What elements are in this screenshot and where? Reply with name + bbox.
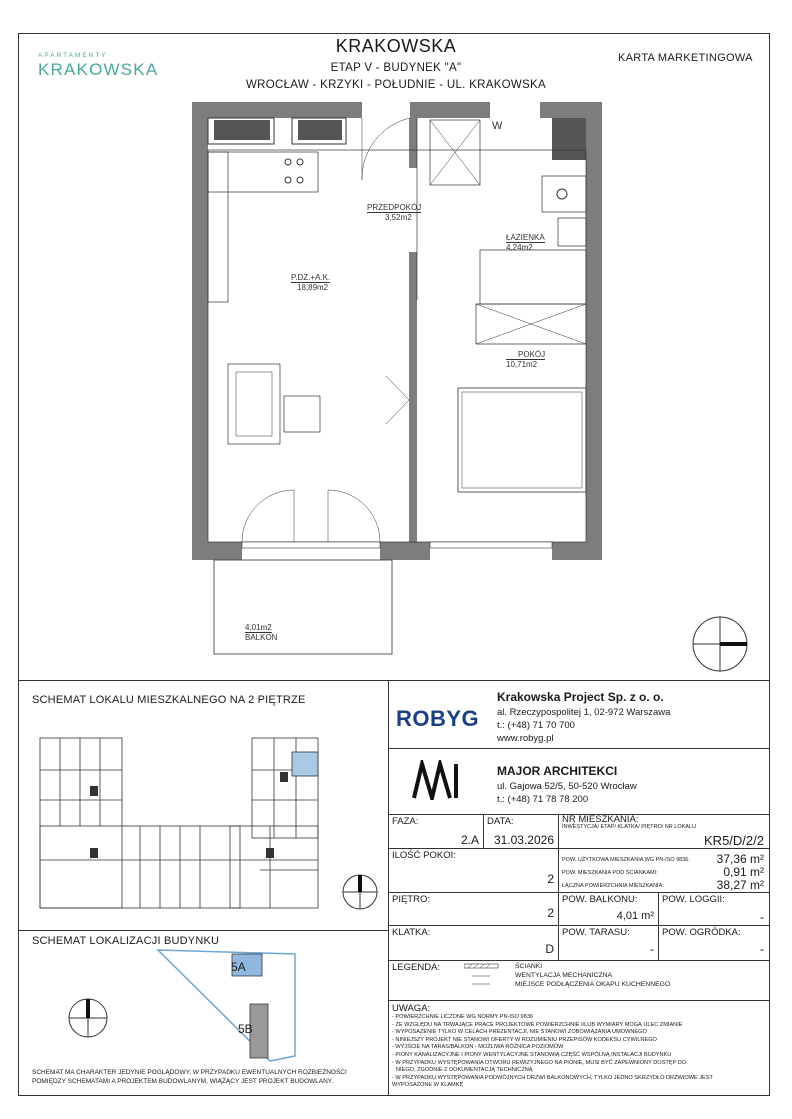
loggia-label: POW. LOGGII: [662, 894, 725, 905]
legend-title: LEGENDA: [392, 962, 441, 973]
legend-symbols [464, 963, 504, 993]
page-subtitle: ETAP V - BUDYNEK "A" [330, 62, 462, 74]
notes-title: UWAGA: [392, 1003, 431, 1014]
developer-web[interactable]: www.robyg.pl [497, 733, 554, 744]
robyg-logo: ROBYG [396, 706, 480, 731]
balkon-value: 4,01 m² [616, 910, 654, 922]
schema-disclaimer: SCHEMAT MA CHARAKTER JEDYNIE POGLĄDOWY, W PRZYPADKU EWENTUALNYCH ROZBIEŻNOŚCI POMIĘDZY SCHEMATAMI A PROJEKTEM BUDOWLANYM, WIĄŻĄCY JEST PROJEKT BUDOWLANY. [32, 1069, 347, 1085]
page-title: KRAKOWSKA [335, 36, 457, 56]
note-item: NIEGO, ZGODNIE Z DOKUMENTACJĄ TECHNICZNĄ [396, 1067, 533, 1074]
room-label-living: P.DZ.+A.K. 18,89m2 [291, 273, 331, 292]
faza-value: 2.A [460, 833, 479, 847]
note-item: - NINIEJSZY PROJEKT NIE STANOWI OFERTY W ROZUMIENIU PRZEPISÓW KODEKSU CYWILNEGO [392, 1036, 657, 1043]
compass-small-icon [340, 872, 380, 912]
architect-name: MAJOR ARCHITEKCI [497, 764, 618, 778]
note-item: - W PRZYPADKU WYSTĘPOWANIA OTWORU REWIZYJNEGO NA PIONIE, MUSI BYĆ ZAPEWNIONY DOSTĘP DO [392, 1059, 687, 1066]
faza-label: FAZA: [392, 816, 419, 827]
divider [18, 930, 388, 931]
divider-vertical [388, 680, 389, 1096]
note-item: WYPOSAŻONE W KLAMKĘ [392, 1082, 464, 1089]
pokoi-value: 2 [547, 872, 554, 886]
divider [388, 1000, 770, 1001]
divider [483, 814, 484, 848]
location-schema [150, 946, 310, 1066]
room-label-hall: PRZEDPOKÓJ 3,52m2 [367, 203, 422, 222]
divider [388, 748, 770, 749]
building-a-label: 5A [231, 960, 246, 974]
legend-item-vent: WENTYLACJA MECHANICZNA [515, 972, 613, 979]
nr-value: KR5/D/2/2 [704, 833, 764, 848]
legend-item-hood: MIEJSCE PODŁĄCZENIA OKAPU KUCHENNEGO [515, 981, 671, 988]
room-label-bedroom: POKÓJ 10,71m2 [506, 350, 546, 369]
architect-address: ul. Gajowa 52/5, 50-520 Wrocław [497, 781, 637, 792]
pokoi-label: ILOŚĆ POKOI: [392, 850, 456, 861]
vent-label: W [492, 120, 503, 132]
compass-location-icon [66, 996, 110, 1040]
klatka-value: D [545, 942, 554, 956]
pow-laczna-label: ŁĄCZNA POWIERZCHNIA MIESZKANIA: [562, 883, 664, 889]
pow-laczna-value: 38,27 m² [716, 878, 764, 892]
developer-address: al. Rzeczypospolitej 1, 02-972 Warszawa [497, 707, 671, 718]
building-b-label: 5B [238, 1022, 253, 1036]
divider [388, 960, 770, 961]
pietro-value: 2 [547, 906, 554, 920]
taras-value: - [650, 942, 654, 956]
page-location: WROCŁAW - KRZYKI - POŁUDNIE - UL. KRAKOWSKA [245, 79, 546, 91]
note-item: - PIONY KANALIZACYJNE I PIONY WENTYLACYJNE STANOWIĄ CZĘŚĆ WSPÓLNĄ INSTALACJI BUDYNKU [392, 1051, 672, 1058]
ogrodek-label: POW. OGRÓDKA: [662, 927, 741, 938]
pow-scianki-value: 0,91 m² [723, 865, 764, 879]
ogrodek-value: - [760, 942, 764, 956]
floor-plan [180, 100, 620, 660]
divider-top [18, 680, 770, 681]
room-label-balcony: 4,01m2 BALKON [245, 623, 278, 642]
divider [388, 848, 770, 849]
divider [388, 925, 770, 926]
nr-sublabel: INWESTYCJA/ ETAP/ KLATKA/ PIĘTRO/ NR LOKALU [562, 824, 696, 830]
nr-label: NR MIESZKANIA: [562, 814, 639, 825]
developer-name: Krakowska Project Sp. z o. o. [497, 690, 664, 704]
developer-phone: t.: (+48) 71 70 700 [497, 720, 575, 731]
divider [388, 892, 770, 893]
pow-uzytk-value: 37,36 m² [716, 852, 764, 866]
pietro-label: PIĘTRO: [392, 894, 431, 905]
note-item: - WYPOSAŻENIE TYLKO W CELACH PREZENTACJI, NIE STANOWI ZOBOWIĄZANIA UMOWNEGO [392, 1029, 647, 1036]
taras-label: POW. TARASU: [562, 927, 630, 938]
major-logo-icon [412, 760, 462, 800]
architect-phone: t.: (+48) 71 78 78 200 [497, 794, 589, 805]
legend-list [515, 962, 670, 989]
loggia-value: - [760, 910, 764, 924]
room-label-bathroom: ŁAZIENKA 4,24m2 [506, 233, 545, 252]
data-label: DATA: [487, 816, 514, 827]
floor-schema [30, 730, 380, 910]
note-item: - ZE WZGLĘDU NA TRWAJĄCE PRACE PROJEKTOWE POWIERZCHNIE I/LUB WYMIARY MOGĄ ULEC ZMIANIE [392, 1021, 683, 1028]
note-item: - WYJŚCIE NA TARAS/BALKON - MOŻLIWA RÓŻNICA POZIOMÓW [392, 1044, 564, 1051]
data-value: 31.03.2026 [493, 833, 554, 847]
pow-uzytk-label: POW. UŻYTKOWA MIESZKANIA WG PN-ISO 9836: [562, 857, 690, 863]
pow-scianki-label: POW. MIESZKANIA POD ŚCIANKAMI: [562, 870, 658, 876]
logo-main-text: KRAKOWSKA [38, 60, 159, 79]
balkon-label: POW. BALKONU: [562, 894, 638, 905]
compass-icon [690, 614, 750, 674]
divider [558, 814, 559, 960]
divider [658, 892, 659, 960]
floor-schema-title: SCHEMAT LOKALU MIESZKALNEGO NA 2 PIĘTRZE [32, 694, 306, 706]
logo-top-text: APARTAMENTY [38, 52, 108, 59]
card-type: KARTA MARKETINGOWA [618, 52, 753, 64]
klatka-label: KLATKA: [392, 927, 431, 938]
note-item: - POWIERZCHNIE LICZONE WG NORMY PN-ISO 9836 [392, 1014, 534, 1020]
notes-list [392, 1014, 764, 1090]
location-schema-title: SCHEMAT LOKALIZACJI BUDYNKU [32, 935, 220, 947]
note-item: - W PRZYPADKU WYSTĘPOWANIA PODWÓJNYCH DRZWI BALKONOWYCH, TYLKO JEDNO SKRZYDŁO DRZWIOWE JEST [392, 1074, 713, 1081]
legend-item-walls: ŚCIANKI [515, 963, 543, 970]
